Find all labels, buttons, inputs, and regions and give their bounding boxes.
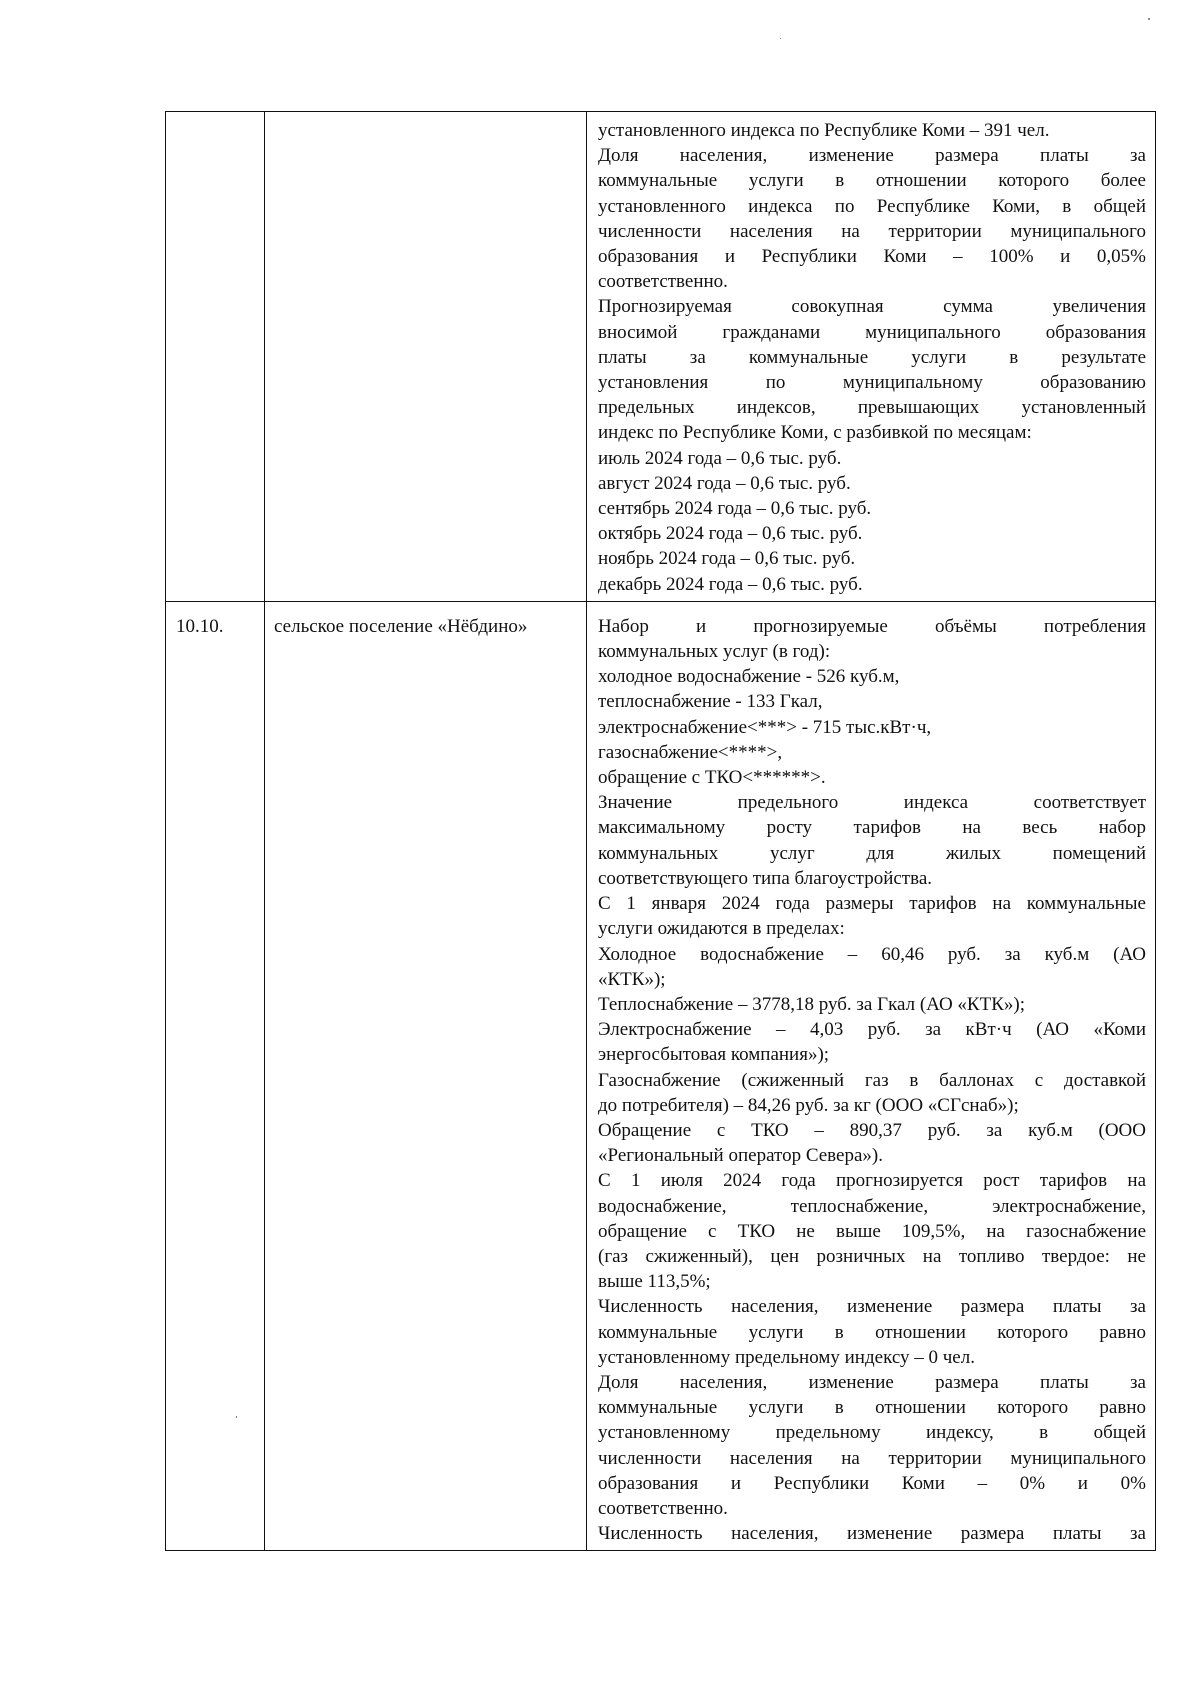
text-line: Обращение с ТКО – 890,37 руб. за куб.м (ООО (598, 1119, 1146, 1141)
text-line: коммунальных услуг для жилых помещений (598, 842, 1146, 864)
text-line: Прогнозируемая совокупная сумма увеличения (598, 296, 1146, 318)
text-line: Электроснабжение – 4,03 руб. за кВт·ч (АО «Коми (598, 1019, 1146, 1041)
text-line: коммунальные услуги в отношении которого более (598, 170, 1146, 192)
row-number: 10.10. (166, 601, 265, 1551)
text-line: платы за коммунальные услуги в результате (598, 346, 1146, 368)
text-line: ноябрь 2024 года – 0,6 тыс. руб. (598, 548, 856, 570)
text-line: установленного индекса по Республике Коми, в общей (598, 195, 1146, 217)
text-line: коммунальные услуги в отношении которого равно (598, 1397, 1146, 1419)
text-line: установленному предельному индексу, в общей (598, 1422, 1146, 1444)
text-line: коммунальные услуги в отношении которого равно (598, 1321, 1146, 1343)
text-line: обращение с ТКО не выше 109,5%, на газоснабжение (598, 1220, 1146, 1242)
text-line: выше 113,5%; (598, 1271, 711, 1293)
municipality-name: сельское поселение «Нёбдино» (265, 601, 587, 1551)
description-cell (587, 601, 1156, 1551)
text-line: Холодное водоснабжение – 60,46 руб. за куб.м (АО (598, 943, 1146, 965)
scan-speck (780, 38, 781, 39)
text-line: соответствующего типа благоустройства. (598, 867, 933, 889)
text-line: Доля населения, изменение размера платы за (598, 145, 1146, 167)
text-line: вносимой гражданами муниципального образования (598, 321, 1146, 343)
text-line: установленного индекса по Республике Коми – 391 чел. (598, 120, 1050, 141)
text-line: холодное водоснабжение - 526 куб.м, (598, 666, 900, 688)
text-line: Газоснабжение (сжиженный газ в баллонах с доставкой (598, 1069, 1146, 1091)
text-line: установления по муниципальному образованию (598, 372, 1146, 394)
text-line: Значение предельного индекса соответствует (598, 792, 1146, 814)
text-line: обращение с ТКО<******>. (598, 767, 826, 789)
tariff-table (165, 111, 1156, 1551)
text-line: «Региональный оператор Севера»). (598, 1145, 883, 1167)
text-line: С 1 января 2024 года размеры тарифов на коммунальные (598, 893, 1146, 915)
text-line: июль 2024 года – 0,6 тыс. руб. (598, 447, 842, 469)
scan-speck (1148, 18, 1150, 20)
text-line: Численность населения, изменение размера платы за (598, 1296, 1146, 1318)
text-line: водоснабжение, теплоснабжение, электроснабжение, (598, 1195, 1146, 1217)
text-line: услуги ожидаются в пределах: (598, 918, 845, 940)
text-line: установленному предельному индексу – 0 чел. (598, 1346, 975, 1368)
text-line: Численность населения, изменение размера платы за (598, 1523, 1146, 1545)
text-line: образования и Республики Коми – 0% и 0% (598, 1472, 1146, 1494)
text-line: август 2024 года – 0,6 тыс. руб. (598, 472, 851, 494)
text-line: соответственно. (598, 1497, 728, 1519)
text-line: декабрь 2024 года – 0,6 тыс. руб. (598, 573, 863, 595)
text-line: октябрь 2024 года – 0,6 тыс. руб. (598, 523, 863, 545)
table-row (166, 112, 1156, 602)
text-line: соответственно. (598, 271, 728, 293)
row-number (166, 112, 265, 602)
text-line: максимальному росту тарифов на весь набор (598, 817, 1146, 839)
description-text (598, 118, 1146, 597)
text-line: «КТК»); (598, 968, 666, 990)
text-line: Теплоснабжение – 3778,18 руб. за Гкал (АО «КТК»); (598, 993, 1025, 1015)
description-cell (587, 112, 1156, 602)
text-line: (газ сжиженный), цен розничных на топливо твердое: не (598, 1245, 1146, 1267)
text-line: предельных индексов, превышающих установленный (598, 397, 1146, 419)
text-line: электроснабжение<***> - 715 тыс.кВт·ч, (598, 716, 932, 738)
text-line: до потребителя) – 84,26 руб. за кг (ООО «СГснаб»); (598, 1094, 1019, 1116)
table-row (166, 601, 1156, 1551)
text-line: образования и Республики Коми – 100% и 0,05% (598, 246, 1146, 268)
text-line: численности населения на территории муниципального (598, 220, 1146, 242)
text-line: Набор и прогнозируемые объёмы потребления (598, 615, 1146, 637)
text-line: теплоснабжение - 133 Гкал, (598, 691, 823, 713)
text-line: коммунальных услуг (в год): (598, 641, 831, 663)
text-line: Доля населения, изменение размера платы за (598, 1371, 1146, 1393)
text-line: индекс по Республике Коми, с разбивкой по месяцам: (598, 422, 1032, 444)
text-line: газоснабжение<****>, (598, 741, 783, 763)
text-line: С 1 июля 2024 года прогнозируется рост тарифов на (598, 1170, 1146, 1192)
description-text (598, 614, 1146, 1547)
text-line: сентябрь 2024 года – 0,6 тыс. руб. (598, 498, 872, 520)
text-line: численности населения на территории муниципального (598, 1447, 1146, 1469)
text-line: энергосбытовая компания»); (598, 1044, 830, 1066)
municipality-name (265, 112, 587, 602)
